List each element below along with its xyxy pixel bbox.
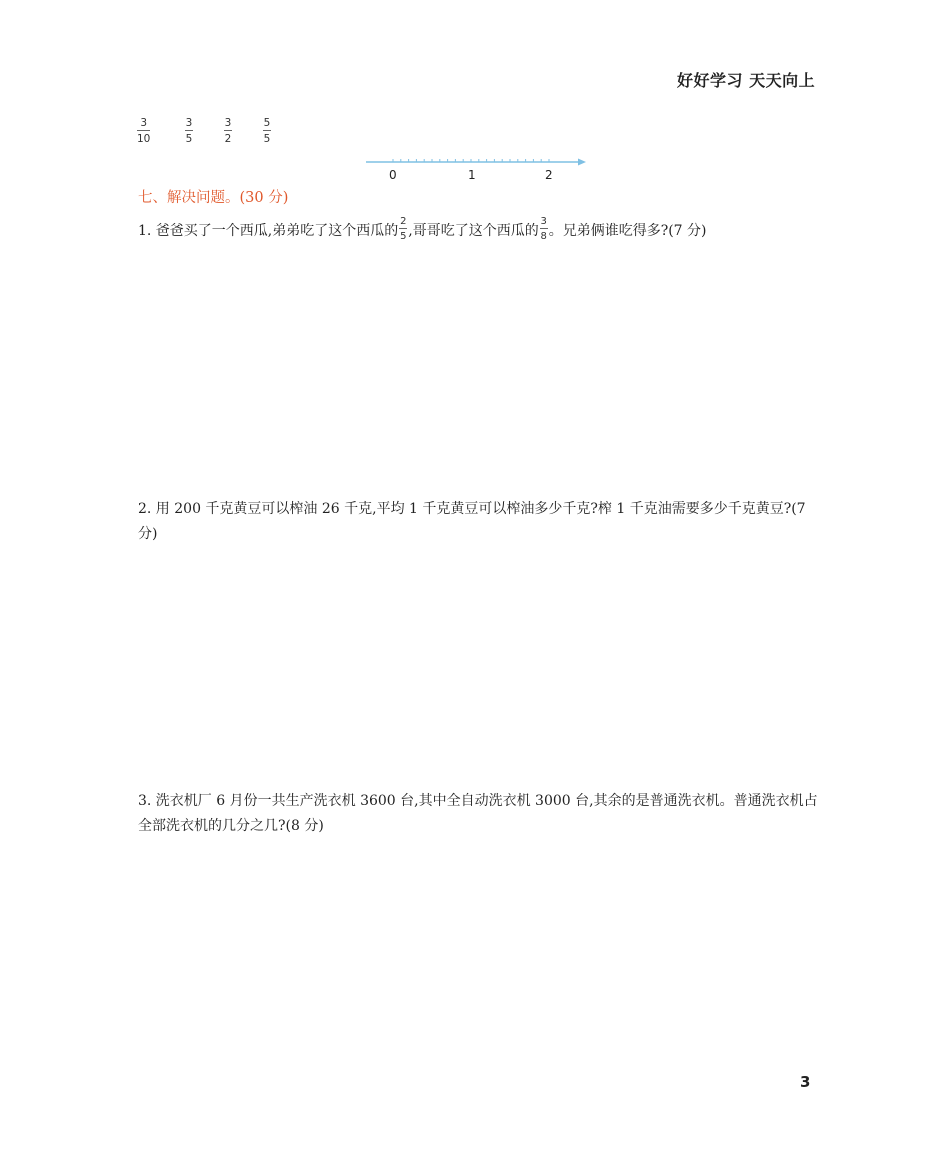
numerator: 3 <box>224 117 232 129</box>
question-text: 。兄弟俩谁吃得多?(7 分) <box>548 223 707 239</box>
numerator: 3 <box>185 117 193 129</box>
fraction-option <box>224 117 232 145</box>
arrow-icon <box>578 159 586 166</box>
question-3: 3. 洗衣机厂 6 月份一共生产洗衣机 3600 台,其中全自动洗衣机 3000 台,其余的是普通洗衣机。普通洗衣机占全部洗衣机的几分之几?(8 分) <box>138 793 818 834</box>
fraction <box>399 216 407 242</box>
number-line-label: 0 <box>389 168 397 182</box>
fraction-option <box>185 117 193 145</box>
numerator: 2 <box>400 216 407 227</box>
question-text: ,哥哥吃了这个西瓜的 <box>408 223 539 239</box>
header-motto: 好好学习 天天向上 <box>677 71 816 90</box>
numerator: 5 <box>263 117 271 129</box>
fraction-option <box>263 117 271 145</box>
denominator: 2 <box>224 133 232 145</box>
section-title: 七、解决问题。(30 分) <box>138 190 289 206</box>
page-number: 3 <box>800 1073 811 1091</box>
denominator: 5 <box>400 231 407 242</box>
denominator: 8 <box>540 231 547 242</box>
denominator: 5 <box>263 133 271 145</box>
question-text: 1. 爸爸买了一个西瓜,弟弟吃了这个西瓜的 <box>138 223 399 239</box>
denominator: 10 <box>137 133 151 145</box>
fraction <box>540 216 548 242</box>
question-1 <box>138 218 818 244</box>
fraction-option <box>137 117 150 145</box>
number-line-label: 1 <box>468 168 476 182</box>
number-line-label: 2 <box>545 168 553 182</box>
question-2: 2. 用 200 千克黄豆可以榨油 26 千克,平均 1 千克黄豆可以榨油多少千克?榨 1 千克油需要多少千克黄豆?(7 分) <box>138 501 806 542</box>
number-line <box>366 153 588 167</box>
numerator: 3 <box>140 117 148 129</box>
numerator: 3 <box>540 216 547 227</box>
denominator: 5 <box>185 133 193 145</box>
